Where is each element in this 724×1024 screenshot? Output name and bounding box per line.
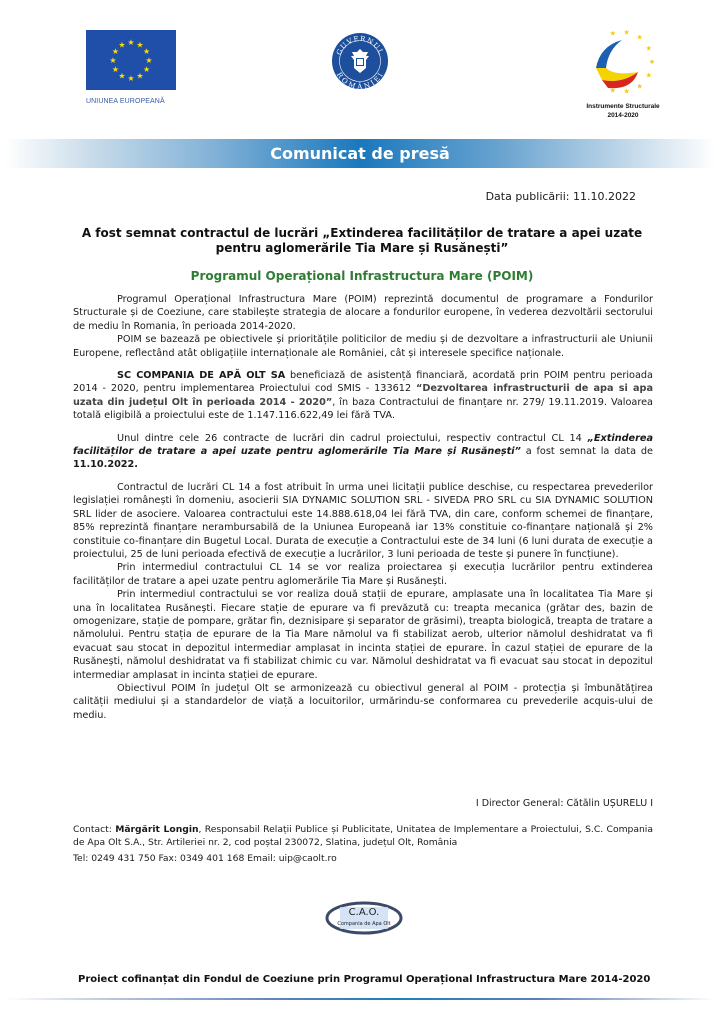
eu-star-icon: ★ bbox=[127, 38, 135, 47]
seal-text-bottom: ROMÂNIEI bbox=[334, 70, 386, 90]
contact-details: , Responsabil Relații Publice și Publicitate, Unitatea de Implementare a Proiectului, S.C. Compania de Apa Olt S.A., Str. Artileriei nr. 2, cod poștal 230072, Slatina, județul Olt, România bbox=[73, 824, 653, 849]
paragraph-objective: Obiectivul POIM în județul Olt se armonizează cu obiectivul general al POIM - protecția și îmbunătățirea calității mediului și a standardelor de viață a locuitorilor, urmărindu-se conformarea cu prevederile acquis-ului de mediu. bbox=[73, 682, 653, 721]
press-release-banner bbox=[5, 139, 715, 168]
eu-logo bbox=[86, 30, 176, 113]
is-star-icon: ★ bbox=[636, 33, 643, 42]
eu-label: UNIUNEA EUROPEANĂ bbox=[86, 98, 165, 105]
article-body bbox=[73, 293, 653, 722]
eu-flag-icon bbox=[86, 30, 176, 90]
headline-line1: A fost semnat contractul de lucrări „Extinderea facilităților de tratare a apei uzate bbox=[81, 226, 643, 240]
date-value: 11.10.2022 bbox=[573, 190, 636, 203]
paragraph-poim-basis: POIM se bazează pe obiectivele și prioritățile politicilor de mediu și de dezvoltare a infrastructurii ale Uniunii Europene, reflectând atât obligațiile internaționale ale României, cât și interesele specifice naționale. bbox=[73, 334, 653, 359]
contact-phone-email: Tel: 0249 431 750 Fax: 0349 401 168 Email: uip@caolt.ro bbox=[73, 853, 337, 864]
paragraph-award bbox=[73, 481, 653, 561]
contact-label: Contact: bbox=[73, 824, 116, 835]
structural-instruments-logo bbox=[578, 28, 668, 128]
paragraph-beneficiary bbox=[73, 369, 653, 423]
is-star-icon: ★ bbox=[609, 86, 616, 95]
association-name: SIA DYNAMIC SOLUTION SRL - SIVEDA PRO SRL bbox=[282, 495, 516, 507]
association-leader: SIA DYNAMIC SOLUTION SRL bbox=[73, 495, 654, 520]
company-logo bbox=[324, 893, 404, 937]
eu-star-icon: ★ bbox=[127, 74, 135, 83]
structural-instruments-icon bbox=[578, 28, 668, 100]
logo-strip bbox=[0, 0, 724, 130]
contract-text-b: a fost semnat la data de bbox=[520, 446, 653, 458]
publication-date bbox=[486, 190, 636, 203]
footer-divider bbox=[5, 998, 715, 1000]
paragraph-poim-intro: Programul Operațional Infrastructura Mare (POIM) reprezintă documentul de programare a Fondurilor Structurale și de Coeziune, care stabilește strategia de alocare a fondurilor europene, în vederea dezvoltării sectorului de mediu în Romania, în perioada 2014-2020. bbox=[73, 294, 653, 332]
cao-acronym: C.A.O. bbox=[348, 907, 380, 918]
is-star-icon: ★ bbox=[645, 71, 652, 80]
romanian-government-seal-icon bbox=[331, 32, 389, 90]
eu-star-icon: ★ bbox=[136, 71, 144, 81]
eu-star-icon: ★ bbox=[111, 65, 119, 74]
cao-name: Compania de Apa Olt bbox=[337, 921, 391, 927]
beneficiary-text-b: , în baza Contractului de finanțare nr. 279/ 19.11.2019. Valoarea totală eligibilă a proiectului este de 1.147.116.622,49 lei fără TVA. bbox=[73, 396, 653, 422]
contact-name: Mărgărit Longin bbox=[115, 824, 199, 835]
contract-name: „Extinderea facilităților de tratare a apei uzate pentru aglomerările Tia Mare și Rusănești” bbox=[73, 432, 653, 458]
headline bbox=[70, 226, 654, 256]
structural-instruments-label bbox=[578, 102, 668, 120]
paragraph-contract bbox=[73, 432, 653, 472]
eu-star-icon: ★ bbox=[136, 40, 144, 50]
is-label-line1: Instrumente Structurale bbox=[586, 103, 660, 110]
headline-line2: pentru aglomerările Tia Mare și Rusănești” bbox=[215, 241, 509, 255]
date-label: Data publicării: bbox=[485, 190, 570, 203]
eu-star-icon: ★ bbox=[143, 47, 151, 56]
eu-star-icon: ★ bbox=[111, 47, 119, 56]
is-star-icon: ★ bbox=[623, 87, 630, 96]
is-star-icon: ★ bbox=[636, 82, 643, 91]
is-star-icon: ★ bbox=[609, 29, 616, 38]
project-name: “Dezvoltarea infrastructurii de apa si apa uzata din județul Olt în perioada 2014 - 2020” bbox=[73, 383, 653, 408]
is-star-icon: ★ bbox=[648, 58, 656, 66]
program-title: Programul Operațional Infrastructura Mare (POIM) bbox=[190, 269, 534, 283]
banner-title: Comunicat de presă bbox=[270, 144, 450, 163]
award-text-c: lider de asociere. Valoarea contractului este 14.888.618,04 lei fără TVA, din care, conform schemei de finanțare, 85% reprezintă finanțare nerambursabilă de la Uniunea Europeană iar 13% constituie co-finanțare națională și 2% constituie co-finanțare din Bugetul Local. Durata de execuție a Contractului este de 34 luni (6 luni durata de execuție a proiectului, 25 de luni perioada efectivă de execuție a lucrărilor, 3 luni perioada de teste și punere în funcțiune). bbox=[73, 508, 653, 560]
eu-star-icon: ★ bbox=[143, 65, 151, 74]
contact-info bbox=[73, 823, 653, 850]
beneficiary-text-a: beneficiază de asistență financiară, acordată prin POIM pentru perioada 2014 - 2020, pentru implementarea Proiectului cod SMIS - 133612 bbox=[73, 370, 653, 395]
is-star-icon: ★ bbox=[623, 28, 630, 37]
eu-star-icon: ★ bbox=[145, 56, 153, 65]
is-label-line2: 2014-2020 bbox=[607, 112, 639, 119]
seal-text-top: GUVERNUL bbox=[335, 34, 385, 57]
cao-logo-icon bbox=[324, 893, 404, 937]
is-star-icon: ★ bbox=[645, 44, 652, 53]
eu-star-icon: ★ bbox=[118, 40, 126, 50]
contract-text-a: Unul dintre cele 26 contracte de lucrări din cadrul proiectului, respectiv contractul CL 14 bbox=[117, 432, 588, 444]
eu-star-icon: ★ bbox=[118, 71, 126, 81]
award-text-a: Contractul de lucrări CL 14 a fost atribuit în urma unei licitații publice deschise, cu respectarea prevederilor legislației românești în domeniu, asocierii bbox=[73, 481, 653, 507]
award-text-b: cu bbox=[515, 495, 536, 507]
paragraph-stations: Prin intermediul contractului se vor realiza două stații de epurare, amplasate una în localitatea Tia Mare și una în localitatea Rusănești. Fiecare stație de epurare va fi prevăzută cu: treapta mecanica (grătar des, bazin de omogenizare, stație de pompare, grătar fin, deznisipare și separator de grăsimi), treapta biologică, treapta de tratare a nămolului. Pentru stația de epurare de la Tia Mare nămolul va fi stabilizat aerob, ulterior nămolul deshidratat va fi evacuat sau stocat in depozitul intermediar amplasat in incinta stației de epurare. În cazul stației de epurare de la Rusănești, nămolul deshidratat va fi stabilizat chimic cu var. Nămolul deshidratat va fi evacuat sau stocat in depozitul intermediar amplasat in incinta stației de epurare. bbox=[73, 589, 653, 681]
eu-star-icon: ★ bbox=[109, 56, 117, 65]
paragraph-scope: Prin intermediul contractului CL 14 se vor realiza proiectarea și execuția lucrărilor pentru extinderea facilităților de tratare a apei uzate pentru aglomerările Tia Mare și Rusănești. bbox=[73, 562, 653, 587]
beneficiary-name: SC COMPANIA DE APĂ OLT SA bbox=[117, 370, 286, 382]
director-signature: I Director General: Cătălin UȘURELU I bbox=[475, 798, 653, 809]
contract-date: 11.10.2022. bbox=[73, 459, 138, 471]
footer-note: Proiect cofinanțat din Fondul de Coeziune prin Programul Operațional Infrastructura Mare 2014-2020 bbox=[78, 974, 651, 985]
